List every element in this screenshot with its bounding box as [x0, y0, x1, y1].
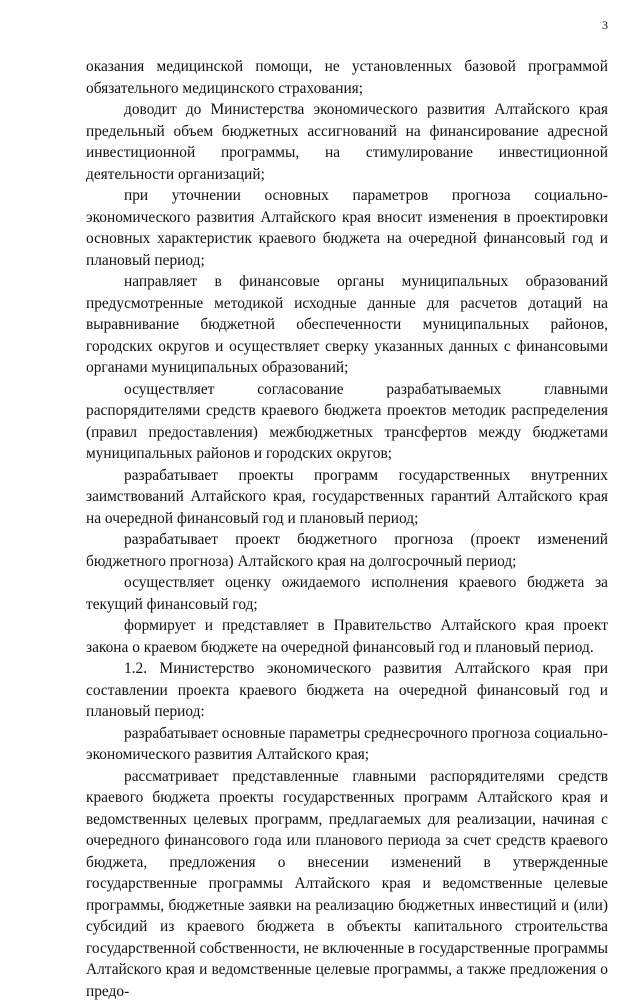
paragraph-6: разрабатывает проекты программ государственных внутренних заимствований Алтайского края, государственных гарантий Алтайского края на очередной финансовый год и плановый период; [86, 465, 608, 530]
paragraph-11: разрабатывает основные параметры среднесрочного прогноза социально-экономического развития Алтайского края; [86, 723, 608, 766]
document-body [86, 56, 608, 1002]
paragraph-1: оказания медицинской помощи, не установленных базовой программой обязательного медицинского страхования; [86, 56, 608, 99]
paragraph-3: при уточнении основных параметров прогноза социально-экономического развития Алтайского края вносит изменения в проектировки основных характеристик краевого бюджета на очередной финансовый год и плановый период; [86, 185, 608, 271]
section-1-2-heading-paragraph: 1.2. Министерство экономического развития Алтайского края при составлении проекта краевого бюджета на очередной финансовый год и плановый период: [86, 658, 608, 723]
paragraph-8: осуществляет оценку ожидаемого исполнения краевого бюджета за текущий финансовый год; [86, 572, 608, 615]
paragraph-5: осуществляет согласование разрабатываемых главными распорядителями средств краевого бюджета проектов методик распределения (правил предоставления) межбюджетных трансфертов между бюджетами муниципальных районов и городских округов; [86, 379, 608, 465]
paragraph-7: разрабатывает проект бюджетного прогноза (проект изменений бюджетного прогноза) Алтайского края на долгосрочный период; [86, 529, 608, 572]
paragraph-12: рассматривает представленные главными распорядителями средств краевого бюджета проекты государственных программ Алтайского края и ведомственных целевых программ, предлагаемых для реализации, начиная с очередного финансового года или планового периода за счет средств краевого бюджета, предложения о внесении изменений в утвержденные государственные программы Алтайского края и ведомственные целевые программы, бюджетные заявки на реализацию бюджетных инвестиций и (или) субсидий из краевого бюджета в объекты капитального строительства государственной собственности, не включенные в государственные программы Алтайского края и ведомственные целевые программы, а также предложения о предо- [86, 766, 608, 1002]
paragraph-9: формирует и представляет в Правительство Алтайского края проект закона о краевом бюджете на очередной финансовый год и плановый период. [86, 615, 608, 658]
paragraph-4: направляет в финансовые органы муниципальных образований предусмотренные методикой исходные данные для расчетов дотаций на выравнивание бюджетной обеспеченности муниципальных районов, городских округов и осуществляет сверку указанных данных с финансовыми органами муниципальных образований; [86, 271, 608, 379]
paragraph-2: доводит до Министерства экономического развития Алтайского края предельный объем бюджетных ассигнований на финансирование адресной инвестиционной программы, на стимулирование инвестиционной деятельности организаций; [86, 99, 608, 185]
page-number: 3 [602, 18, 608, 32]
